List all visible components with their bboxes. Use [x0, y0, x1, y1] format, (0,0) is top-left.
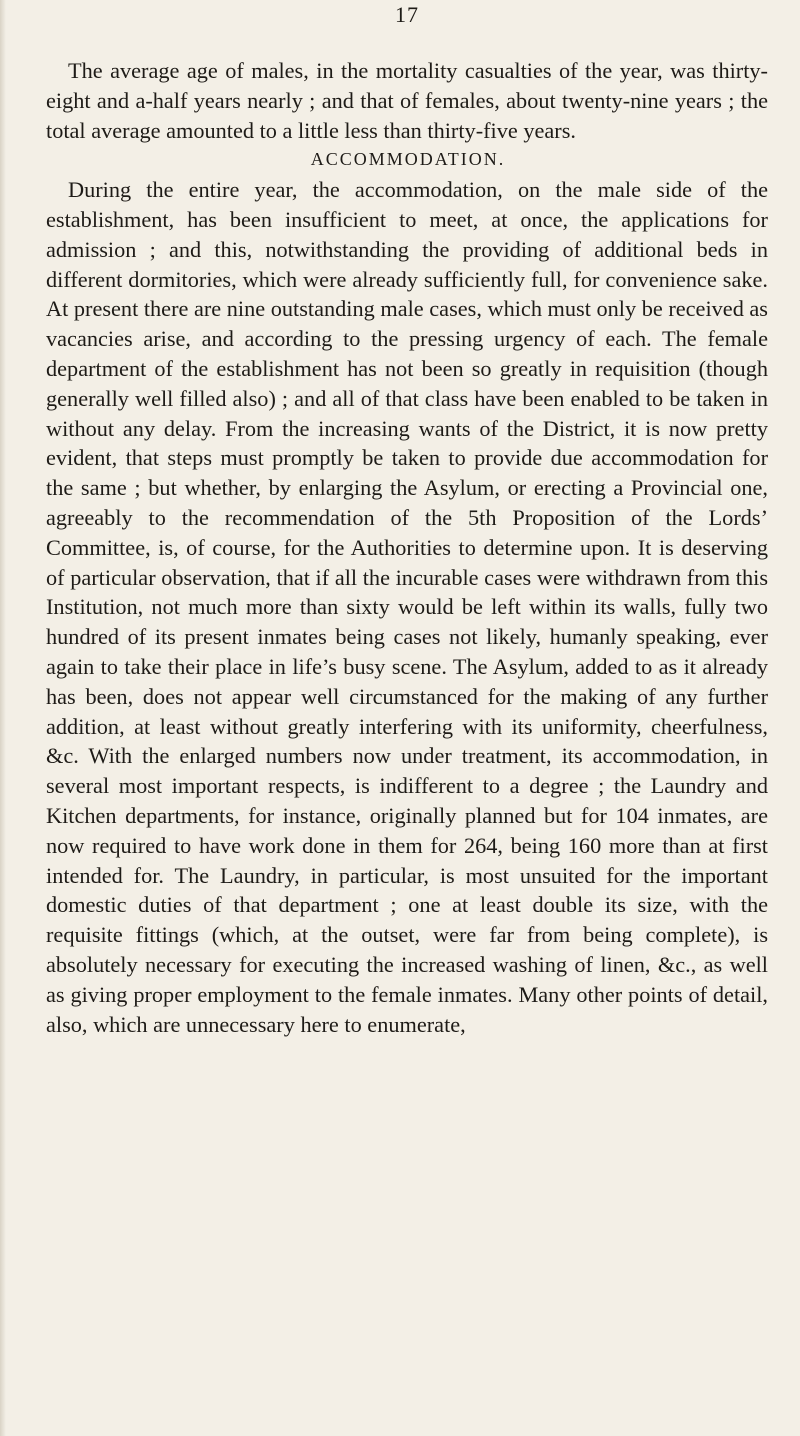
section-heading-accommodation: ACCOMMODATION. — [310, 149, 506, 170]
paragraph-average-age: The average age of males, in the mortality casualties of the year, was thirty-eight and a-half years nearly ; and that of females, about twenty-nine years ; the total average amounted to a little less than thirty-five years. — [46, 58, 768, 143]
page-number: 17 — [395, 2, 419, 27]
page-edge-shadow — [0, 0, 6, 1436]
body-text — [46, 56, 768, 1039]
paragraph-accommodation: During the entire year, the accommodation, on the male side of the establishment, has been insufficient to meet, at once, the applications for admission ; and this, notwithstanding the providing of additional beds in different dormitories, which were already sufficiently full, for convenience sake. At present there are nine outstanding male cases, which must only be received as vacancies arise, and according to the pressing urgency of each. The female department of the establishment has not been so greatly in requisition (though generally well filled also) ; and all of that class have been enabled to be taken in without any delay. From the increasing wants of the District, it is now pretty evident, that steps must promptly be taken to provide due accommodation for the same ; but whether, by enlarging the Asylum, or erecting a Provincial one, agreeably to the recommendation of the 5th Proposition of the Lords’ Committee, is, of course, for the Authorities to determine upon. It is deserving of particular observation, that if all the incurable cases were withdrawn from this Institution, not much more than sixty would be left within its walls, fully two hundred of its present inmates being cases not likely, humanly speaking, ever again to take their place in life’s busy scene. The Asylum, added to as it already has been, does not appear well circumstanced for the making of any further addition, at least without greatly interfering with its uniformity, cheerfulness, &c. With the enlarged numbers now under treatment, its accommodation, in several most important respects, is indifferent to a degree ; the Laundry and Kitchen departments, for instance, originally planned but for 104 inmates, are now required to have work done in them for 264, being 160 more than at first intended for. The Laundry, in particular, is most unsuited for the important domestic duties of that department ; one at least double its size, with the requisite fittings (which, at the outset, were far from being complete), is absolutely necessary for executing the increased washing of linen, &c., as well as giving proper employment to the female inmates. Many other points of detail, also, which are unnecessary here to enumerate, — [46, 177, 768, 1037]
